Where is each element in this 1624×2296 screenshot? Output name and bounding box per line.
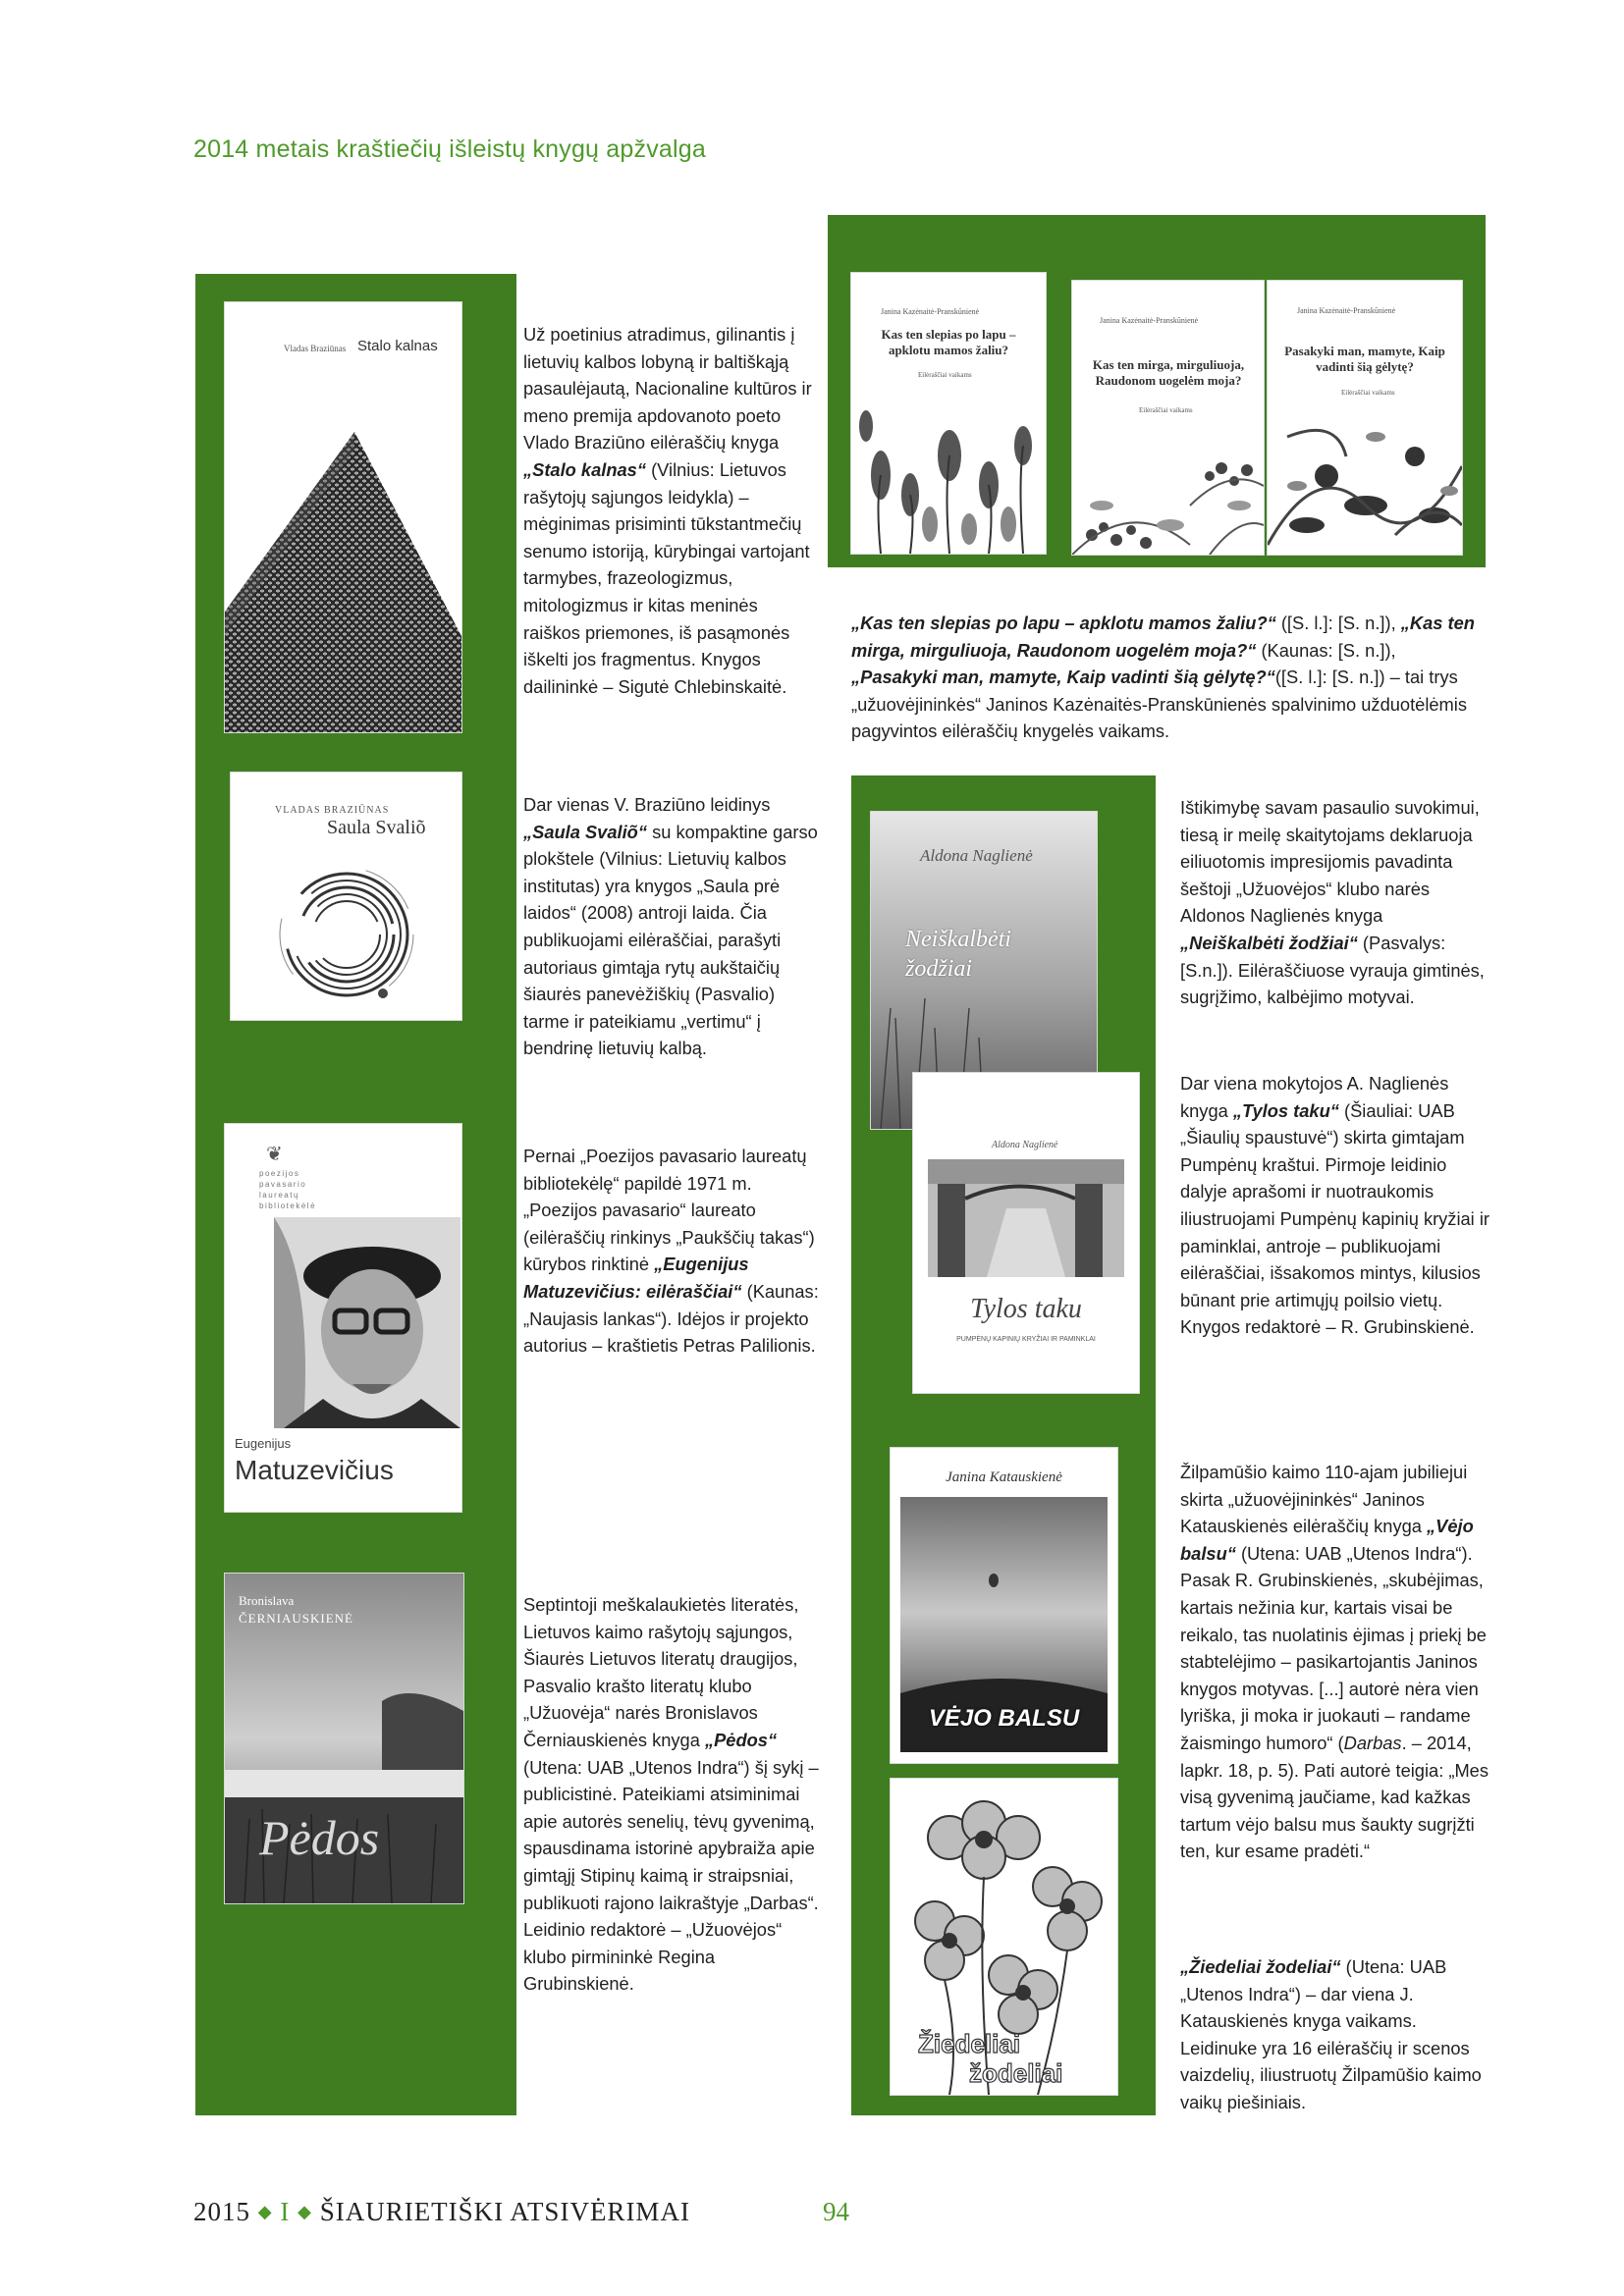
cover-author: Janina Kazėnaitė-Pranskūnienė bbox=[881, 307, 980, 316]
cover-author-last: ČERNIAUSKIENĖ bbox=[239, 1611, 353, 1626]
text-tylos-taku: Dar viena mokytojos A. Naglienės knyga „Tylos taku“ (Šiauliai: UAB „Šiaulių spaustuvė“) skirta gimtajam Pumpėnų kraštui. Pirmoje leidinio dalyje aprašomi ir nuotraukomis iliustruojami Pumpėnų kapinių kryžiai ir paminklai, antroje – publikuojami eilėraščiai, išsakomos mintys, kilusios būnant prie artimųjų poilsio vietų. Knygos redaktorė – R. Grubinskienė. bbox=[1180, 1073, 1489, 1338]
text-pedos: Septintoji meškalaukietės literatės, Lietuvos kaimo rašytojų sąjungos, Šiaurės Lietuvos literatų draugijos, Pasvalio krašto literatų klubo „Užuovėja“ narės Bronislavos Černiauskienės knyga „Pėdos“ (Utena: UAB „Utenos Indra“) šį sykį – publicistinė. Pateikiami atsiminimai apie autorės senelių, tėvų gyvenimą, spausdinama istorinė apybraiža apie gimtąjį Stipinų kaimą ir straipsniai, publikuoti rajono laikraštyje „Darbas“. Leidinio redaktorė – „Užuovėjos“ klubo pirmininkė Regina Grubinskienė. bbox=[523, 1594, 819, 1995]
cover-vejo-balsu bbox=[891, 1448, 1117, 1763]
footer-journal bbox=[193, 2197, 690, 2227]
ornament-illustration bbox=[1268, 398, 1462, 555]
cover-title-b: žodeliai bbox=[969, 2058, 1063, 2088]
cover-kas-ten-slepias bbox=[851, 273, 1046, 554]
woven-pyramid-illustration bbox=[225, 302, 461, 732]
cover-pedos bbox=[225, 1574, 463, 1903]
text-stalo-kalnas: Už poetinius atradimus, gilinantis į lietuvių kalbos lobyną ir baltiškąją pasaulėjautą, Nacionaline kultūros ir meno premija apdovanoto poeto Vlado Braziūno eilėraščių knyga „Stalo kalnas“ (Vilnius: Lietuvos rašytojų sąjungos leidykla) – mėginimas prisiminti tūkstantmečių senumo istoriją, kūrybingai vartojant tarmybes, frazeologizmus, mitologizmus ir kitas meninės raiškos priemones, iš pasąmonės iškelti jos fragmentus. Knygos dailininkė – Sigutė Chlebinskaitė. bbox=[523, 324, 812, 697]
diamond-icon: ◆ bbox=[298, 2202, 312, 2221]
cover-title: Neiškalbėti žodžiai bbox=[905, 927, 1011, 982]
cover-title-a: Žiedeliai bbox=[918, 2029, 1021, 2058]
spiral-ring-illustration bbox=[231, 773, 461, 1020]
cover-title: Tylos taku bbox=[970, 1294, 1082, 1324]
text-vejo-balsu: Žilpamūšio kaimo 110-ajam jubiliejui skirta „užuovėjininkės“ Janinos Katauskienės eilėraščių knyga „Vėjo balsu“ (Utena: UAB „Utenos Indra“). Pasak R. Grubinskienės, „skubėjimas, kartais nežinia kur, kartais visai be reikalo, tas nuolatinis ėjimas į priekį be stabtelėjimo – pasikartojantis Janinos knygos motyvas. [...] autorė nėra vien lyriška, ji moka ir juokauti – randame žaismingo humoro“ (Darbas. – 2014, lapkr. 18, p. 5). Pati autorė teigia: „Mes visą gyvenimą jaučiame, kad kažkas tartum vėjo balsu mus šaukty sugrįžti ten, kur esame pradėti.“ bbox=[1180, 1462, 1489, 1862]
cover-title: Kas ten slepias po lapu – apklotu mamos žaliu? bbox=[881, 327, 1016, 357]
cover-subtitle: PUMPĖNŲ KAPINIŲ KRYŽIAI IR PAMINKLAI bbox=[956, 1336, 1096, 1343]
text-saula-svalio: Dar vienas V. Braziūno leidinys „Saula Svaliõ“ su kompaktine garso plokštele (Vilnius: Lietuvių kalbos institutas) yra knygos „Saula prė laidos“ (2008) antroji laida. Čia publikuojami eilėraščiai, parašyti autoriaus gimtąja rytų aukštaičių šiaurės panevėžiškių (Pasvalio) tarme ir pateikiamu „vertimu“ į bendrinę lietuvių kalbą. bbox=[523, 794, 818, 1059]
flower-logo-icon: ❦ bbox=[266, 1144, 283, 1165]
cover-author: Janina Katauskienė bbox=[946, 1469, 1062, 1485]
cover-stalo-kalnas bbox=[225, 302, 461, 732]
cover-ziedeliai-zodeliai bbox=[891, 1779, 1117, 2095]
cover-title: Pasakyki man, mamyte, Kaip vadinti šią gėlytę? bbox=[1284, 344, 1445, 374]
portrait-photo bbox=[274, 1217, 460, 1428]
running-header: 2014 metais kraštiečių išleistų knygų apžvalga bbox=[193, 135, 706, 163]
cover-title: Stalo kalnas bbox=[357, 338, 438, 354]
cover-author: Aldona Naglienė bbox=[920, 846, 1033, 865]
berry-illustration bbox=[1072, 447, 1264, 555]
cover-author: Janina Kazėnaitė-Pranskūnienė bbox=[1297, 306, 1396, 315]
cover-author-last: Matuzevičius bbox=[235, 1455, 394, 1485]
cemetery-gate-photo bbox=[928, 1159, 1124, 1277]
cover-title: VĖJO BALSU bbox=[928, 1705, 1080, 1732]
cover-author: Vladas Braziūnas bbox=[284, 344, 347, 353]
diamond-icon: ◆ bbox=[257, 2202, 273, 2221]
cover-title: Saula Svaliõ bbox=[327, 817, 426, 838]
footer-year: 2015 bbox=[193, 2197, 250, 2226]
cover-subtitle: Eilėraščiai vaikams bbox=[1341, 389, 1395, 397]
text-matuzevicius: Pernai „Poezijos pavasario laureatų bibliotekėlę“ papildė 1971 m. „Poezijos pavasario“ laureato (eilėraščių rinkinys „Paukščių takas“) kūrybos rinktinė „Eugenijus Matuzevičius: eilėraščiai“ (Kaunas: „Naujasis lankas“). Idėjos ir projekto autorius – kraštietis Petras Palilionis. bbox=[523, 1146, 819, 1357]
cover-author: Aldona Naglienė bbox=[992, 1140, 1058, 1150]
cover-author-first: Eugenijus bbox=[235, 1436, 292, 1451]
cover-subtitle: Eilėraščiai vaikams bbox=[1139, 406, 1193, 414]
text-kas-ten: „Kas ten slepias po lapu – apklotu mamos žaliu?“ ([S. l.]: [S. n.]), „Kas ten mirga, mirguliuoja, Raudonom uogelėm moja?“ (Kaunas: [S. n.]), „Pasakyki man, mamyte, Kaip vadinti šią gėlytę?“([S. l.]: [S. n.]) – tai trys „užuovėjininkės“ Janinos Kazėnaitės-Pranskūnienės spalvinimo užduotėlėmis pagyvintos eilėraščių knygelės vaikams. bbox=[851, 613, 1475, 742]
cover-kas-ten-mirga bbox=[1072, 281, 1264, 555]
page-number: 94 bbox=[823, 2197, 849, 2226]
cover-pasakyki-man bbox=[1268, 281, 1462, 555]
leaf-illustration bbox=[851, 387, 1046, 554]
cover-title: Kas ten mirga, mirguliuoja, Raudonom uogelėm moja? bbox=[1092, 357, 1245, 388]
cover-author: Janina Kazėnaitė-Pranskūnienė bbox=[1100, 316, 1199, 325]
footer-separator: I bbox=[280, 2197, 291, 2226]
cover-matuzevicius bbox=[225, 1124, 461, 1512]
cover-tylos-taku bbox=[913, 1073, 1139, 1393]
cover-title: Pėdos bbox=[259, 1810, 380, 1865]
cover-saula-svalio bbox=[231, 773, 461, 1020]
cover-author-first: Bronislava bbox=[239, 1593, 295, 1608]
footer-journal-name: ŠIAURIETIŠKI ATSIVĖRIMAI bbox=[319, 2197, 690, 2226]
text-ziedeliai: „Žiedeliai žodeliai“ (Utena: UAB „Utenos Indra“) – dar viena J. Katauskienės knyga vaikams. Leidinuke yra 16 eilėraščių ir scenos vaizdelių, iliustruotų Žilpamūšio kaimo vaikų piešiniais. bbox=[1180, 1956, 1482, 2112]
cover-author: VLADAS BRAZIŪNAS bbox=[275, 805, 390, 816]
text-neiskalbeti: Ištikimybę savam pasaulio suvokimui, tiesą ir meilę skaitytojams deklaruoja eiliuotomis impresijomis pavadinta šeštoji „Užuovėjos“ klubo narės Aldonos Naglienės knyga „Neiškalbėti žodžiai“ (Pasvalys: [S.n.]). Eilėraščiuose vyrauja gimtinės, sugrįžimo, kalbėjimo motyvai. bbox=[1180, 797, 1485, 1008]
cover-subtitle: Eilėraščiai vaikams bbox=[918, 371, 972, 379]
cover-series: poezijos pavasario laureatų bibliotekėlė bbox=[259, 1169, 317, 1210]
